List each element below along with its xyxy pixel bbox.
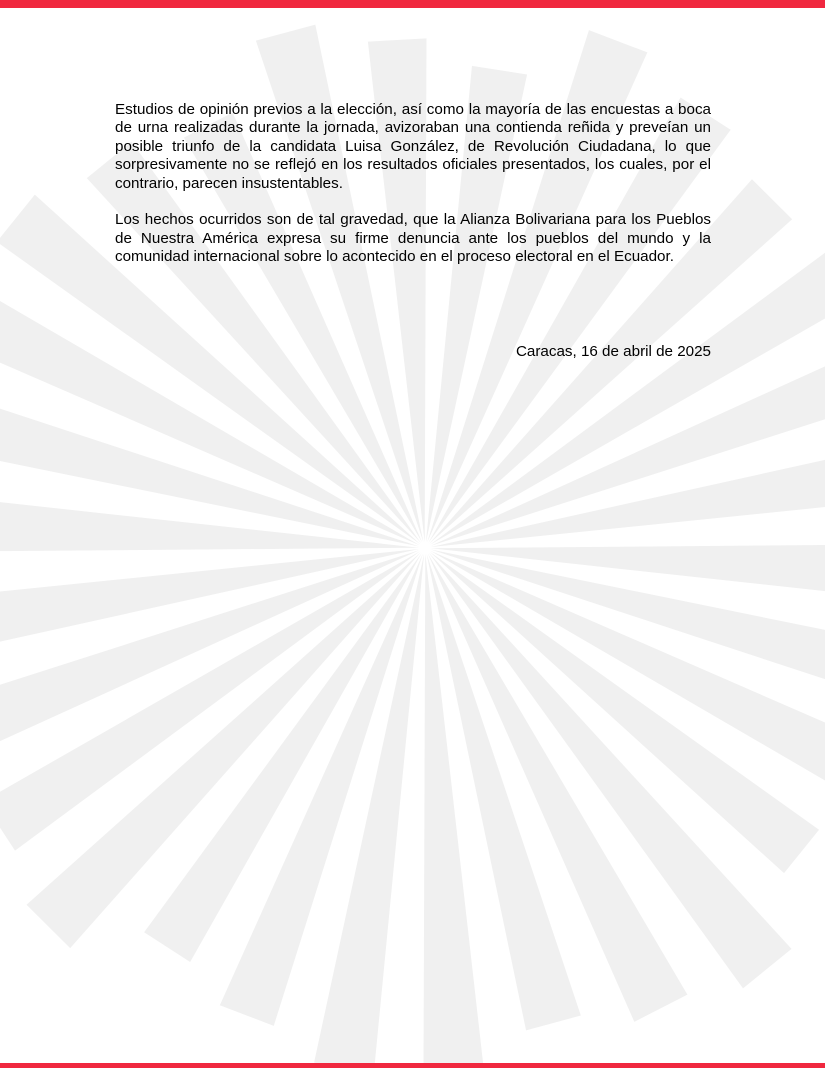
bottom-accent-bar	[0, 1063, 825, 1068]
document-body	[115, 101, 711, 267]
place-and-date: Caracas, 16 de abril de 2025	[515, 343, 711, 360]
paragraph-2: Los hechos ocurridos son de tal gravedad, que la Alianza Bolivariana para los Pueblos de Nuestra América expresa su firme denuncia ante los pueblos del mundo y la comunidad internacional sobre lo acontecido en el proceso electoral en el Ecuador.	[115, 211, 711, 266]
sunburst-ray	[423, 554, 486, 1068]
paragraph-1: Estudios de opinión previos a la elección, así como la mayoría de las encuestas a boca de urna realizadas durante la jornada, avizoraban una contienda reñida y preveían un posible triunfo de la candidata Luisa González, de Revolución Ciudadana, lo que sorpresivamente no se reflejó en los resultados oficiales presentados, los cuales, por el contrario, parecen insustentables.	[115, 101, 711, 192]
